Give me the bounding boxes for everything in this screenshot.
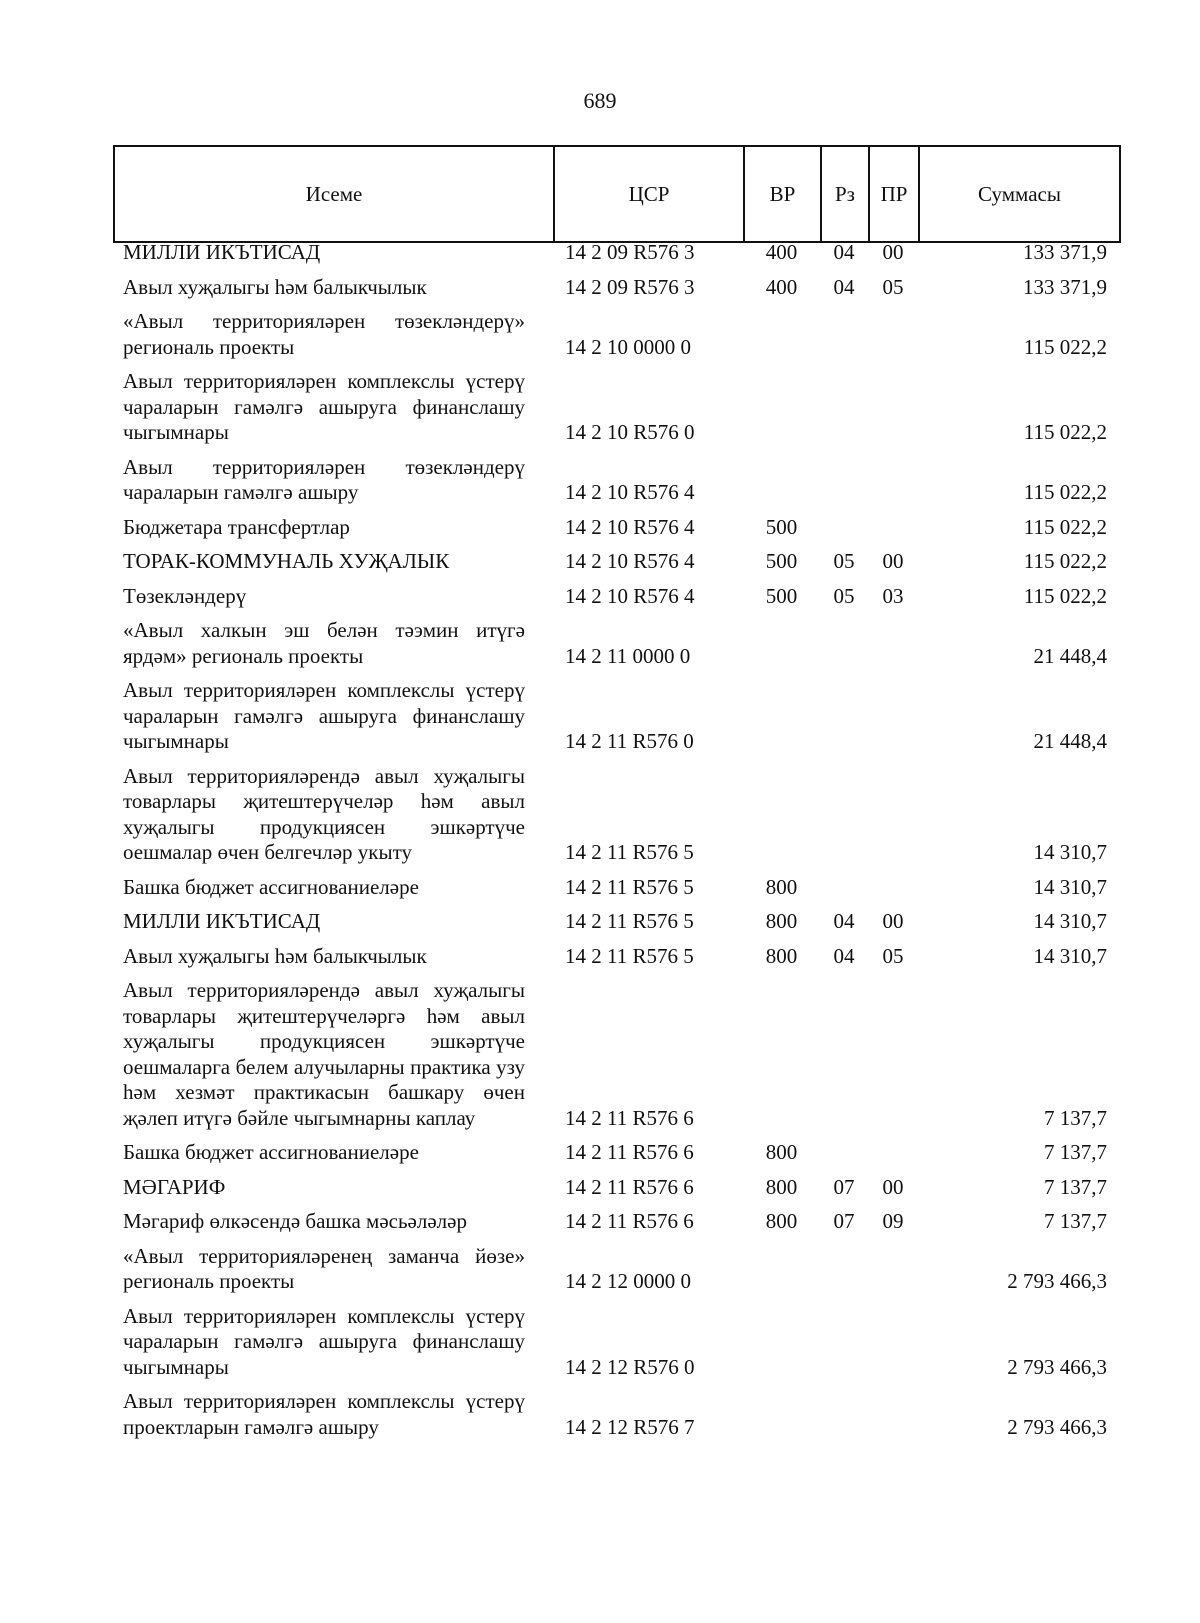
row-sum: 14 310,7 <box>1033 840 1107 864</box>
row-sum: 21 448,4 <box>1033 729 1107 753</box>
row-sum: 7 137,7 <box>1044 1140 1107 1164</box>
table-row <box>113 764 1119 875</box>
row-name: Төзекләндерү <box>123 583 247 608</box>
row-rz: 04 <box>833 943 855 968</box>
row-name: ТОРАК-КОММУНАЛЬ ХУҖАЛЫК <box>123 549 450 573</box>
row-vr: 800 <box>765 1209 798 1233</box>
row-csr: 14 2 10 R576 4 <box>565 549 695 573</box>
row-csr: 14 2 11 R576 6 <box>565 1140 694 1164</box>
row-sum: 115 022,2 <box>1023 480 1107 504</box>
header-name: Исеме <box>114 146 554 242</box>
row-rz: 04 <box>833 909 855 933</box>
row-csr: 14 2 11 R576 6 <box>565 1105 694 1130</box>
row-sum: 21 448,4 <box>1033 643 1107 668</box>
row-pr: 09 <box>882 1209 904 1233</box>
row-name: Авыл хуҗалыгы һәм балыкчылык <box>123 274 427 299</box>
row-vr: 800 <box>765 1140 798 1164</box>
row-name: Авыл хуҗалыгы һәм балыкчылык <box>123 943 427 968</box>
table-row <box>113 678 1119 764</box>
table-row <box>113 978 1119 1140</box>
row-csr: 14 2 11 R576 5 <box>565 943 694 968</box>
table-row <box>113 618 1119 678</box>
table-row <box>113 909 1119 944</box>
header-sum: Суммасы <box>919 146 1120 242</box>
table-row <box>113 1244 1119 1304</box>
table-row <box>113 1389 1119 1449</box>
table-row <box>113 584 1119 619</box>
row-name: Башка бюджет ассигнованиеләре <box>123 1140 419 1164</box>
row-name: МИЛЛИ ИКЪТИСАД <box>123 240 321 264</box>
row-rz: 05 <box>833 549 855 573</box>
table-row <box>113 515 1119 550</box>
row-vr: 400 <box>765 240 798 264</box>
row-csr: 14 2 12 R576 0 <box>565 1354 695 1379</box>
row-name: Авыл территорияләрендә авыл хуҗалыгы товарлары җитештерүчеләргә һәм авыл хуҗалыгы продукциясен эшкәртүче оешмаларга белем алучыларны практика узу һәм хезмәт практикасын башкару өчен җәлеп итүгә бәйле чыгымнарны каплау <box>123 978 525 1130</box>
row-name: Мәгариф өлкәсендә башка мәсьәләләр <box>123 1209 467 1233</box>
table-row <box>113 944 1119 979</box>
row-csr: 14 2 10 0000 0 <box>565 334 691 359</box>
row-csr: 14 2 12 0000 0 <box>565 1269 691 1293</box>
row-csr: 14 2 11 R576 6 <box>565 1174 694 1199</box>
row-vr: 800 <box>765 909 798 933</box>
row-csr: 14 2 11 R576 5 <box>565 909 694 933</box>
table-row <box>113 455 1119 515</box>
row-rz: 04 <box>833 240 855 264</box>
row-csr: 14 2 09 R576 3 <box>565 274 695 299</box>
table-row <box>113 1304 1119 1390</box>
row-sum: 115 022,2 <box>1023 583 1107 608</box>
row-pr: 00 <box>882 240 904 264</box>
table-header <box>113 145 1121 243</box>
row-csr: 14 2 10 R576 4 <box>565 514 695 539</box>
row-vr: 500 <box>765 514 798 539</box>
row-pr: 00 <box>882 549 904 573</box>
page-number: 689 <box>583 88 617 113</box>
row-sum: 14 310,7 <box>1033 909 1107 933</box>
row-vr: 500 <box>765 549 798 573</box>
row-name: Авыл территорияләрен төзекләндерү чараларын гамәлгә ашыру <box>123 454 525 504</box>
row-csr: 14 2 11 R576 5 <box>565 840 694 864</box>
row-pr: 00 <box>882 1174 904 1199</box>
table-body <box>113 240 1119 1449</box>
header-vr: ВР <box>744 146 821 242</box>
row-rz: 07 <box>833 1174 855 1199</box>
row-csr: 14 2 10 R576 4 <box>565 583 695 608</box>
row-sum: 7 137,7 <box>1044 1105 1107 1130</box>
row-name: Бюджетара трансфертлар <box>123 514 350 539</box>
row-name: «Авыл территорияләрен төзекләндерү» региональ проекты <box>123 309 525 359</box>
table-row <box>113 1209 1119 1244</box>
row-csr: 14 2 10 R576 4 <box>565 480 695 504</box>
table-row <box>113 309 1119 369</box>
row-sum: 115 022,2 <box>1023 549 1107 573</box>
row-sum: 133 371,9 <box>1023 274 1107 299</box>
row-csr: 14 2 11 R576 6 <box>565 1209 694 1233</box>
row-vr: 800 <box>765 943 798 968</box>
row-pr: 03 <box>882 583 904 608</box>
row-pr: 00 <box>882 909 904 933</box>
row-name: МИЛЛИ ИКЪТИСАД <box>123 909 321 933</box>
row-sum: 2 793 466,3 <box>1007 1269 1107 1293</box>
row-sum: 14 310,7 <box>1033 943 1107 968</box>
row-name: МӘГАРИФ <box>123 1174 226 1199</box>
header-csr: ЦСР <box>554 146 744 242</box>
row-name: Авыл территорияләрен комплекслы үстерү чараларын гамәлгә ашыруга финанслашу чыгымнары <box>123 369 525 444</box>
row-name: Авыл территорияләрен комплекслы үстерү чараларын гамәлгә ашыруга финанслашу чыгымнары <box>123 678 525 753</box>
row-name: Авыл территорияләрен комплекслы үстерү чараларын гамәлгә ашыруга финанслашу чыгымнары <box>123 1303 525 1379</box>
table-row <box>113 549 1119 584</box>
row-pr: 05 <box>882 943 904 968</box>
row-csr: 14 2 12 R576 7 <box>565 1414 695 1439</box>
row-sum: 14 310,7 <box>1033 874 1107 899</box>
row-vr: 800 <box>765 874 798 899</box>
header-pr: ПР <box>869 146 919 242</box>
row-rz: 05 <box>833 583 855 608</box>
row-csr: 14 2 11 R576 0 <box>565 729 694 753</box>
row-vr: 800 <box>765 1174 798 1199</box>
row-csr: 14 2 10 R576 0 <box>565 420 695 444</box>
row-sum: 115 022,2 <box>1023 514 1107 539</box>
row-csr: 14 2 11 0000 0 <box>565 643 691 668</box>
row-sum: 133 371,9 <box>1023 240 1107 264</box>
row-sum: 115 022,2 <box>1023 420 1107 444</box>
row-sum: 2 793 466,3 <box>1007 1414 1107 1439</box>
row-sum: 7 137,7 <box>1044 1174 1107 1199</box>
table-row <box>113 275 1119 310</box>
row-name: Авыл территорияләрендә авыл хуҗалыгы товарлары җитештерүчеләр һәм авыл хуҗалыгы продукциясен эшкәртүче оешмалар өчен белгечләр укыту <box>123 763 525 864</box>
row-name: Авыл территорияләрен комплекслы үстерү проектларын гамәлгә ашыру <box>123 1389 525 1439</box>
row-name: Башка бюджет ассигнованиеләре <box>123 874 419 899</box>
table-row <box>113 1140 1119 1175</box>
row-sum: 7 137,7 <box>1044 1209 1107 1233</box>
table-row <box>113 240 1119 275</box>
row-sum: 115 022,2 <box>1023 334 1107 359</box>
table-row <box>113 875 1119 910</box>
row-rz: 04 <box>833 274 855 299</box>
header-rz: Рз <box>821 146 869 242</box>
table-row <box>113 369 1119 455</box>
row-vr: 400 <box>765 274 798 299</box>
row-csr: 14 2 11 R576 5 <box>565 874 694 899</box>
row-rz: 07 <box>833 1209 855 1233</box>
row-name: «Авыл халкын эш белән тәэмин итүгә ярдәм» региональ проекты <box>123 618 525 668</box>
row-vr: 500 <box>765 583 798 608</box>
table-row <box>113 1175 1119 1210</box>
row-csr: 14 2 09 R576 3 <box>565 240 695 264</box>
row-sum: 2 793 466,3 <box>1007 1354 1107 1379</box>
row-pr: 05 <box>882 274 904 299</box>
row-name: «Авыл территорияләренең заманча йөзе» региональ проекты <box>123 1243 525 1293</box>
